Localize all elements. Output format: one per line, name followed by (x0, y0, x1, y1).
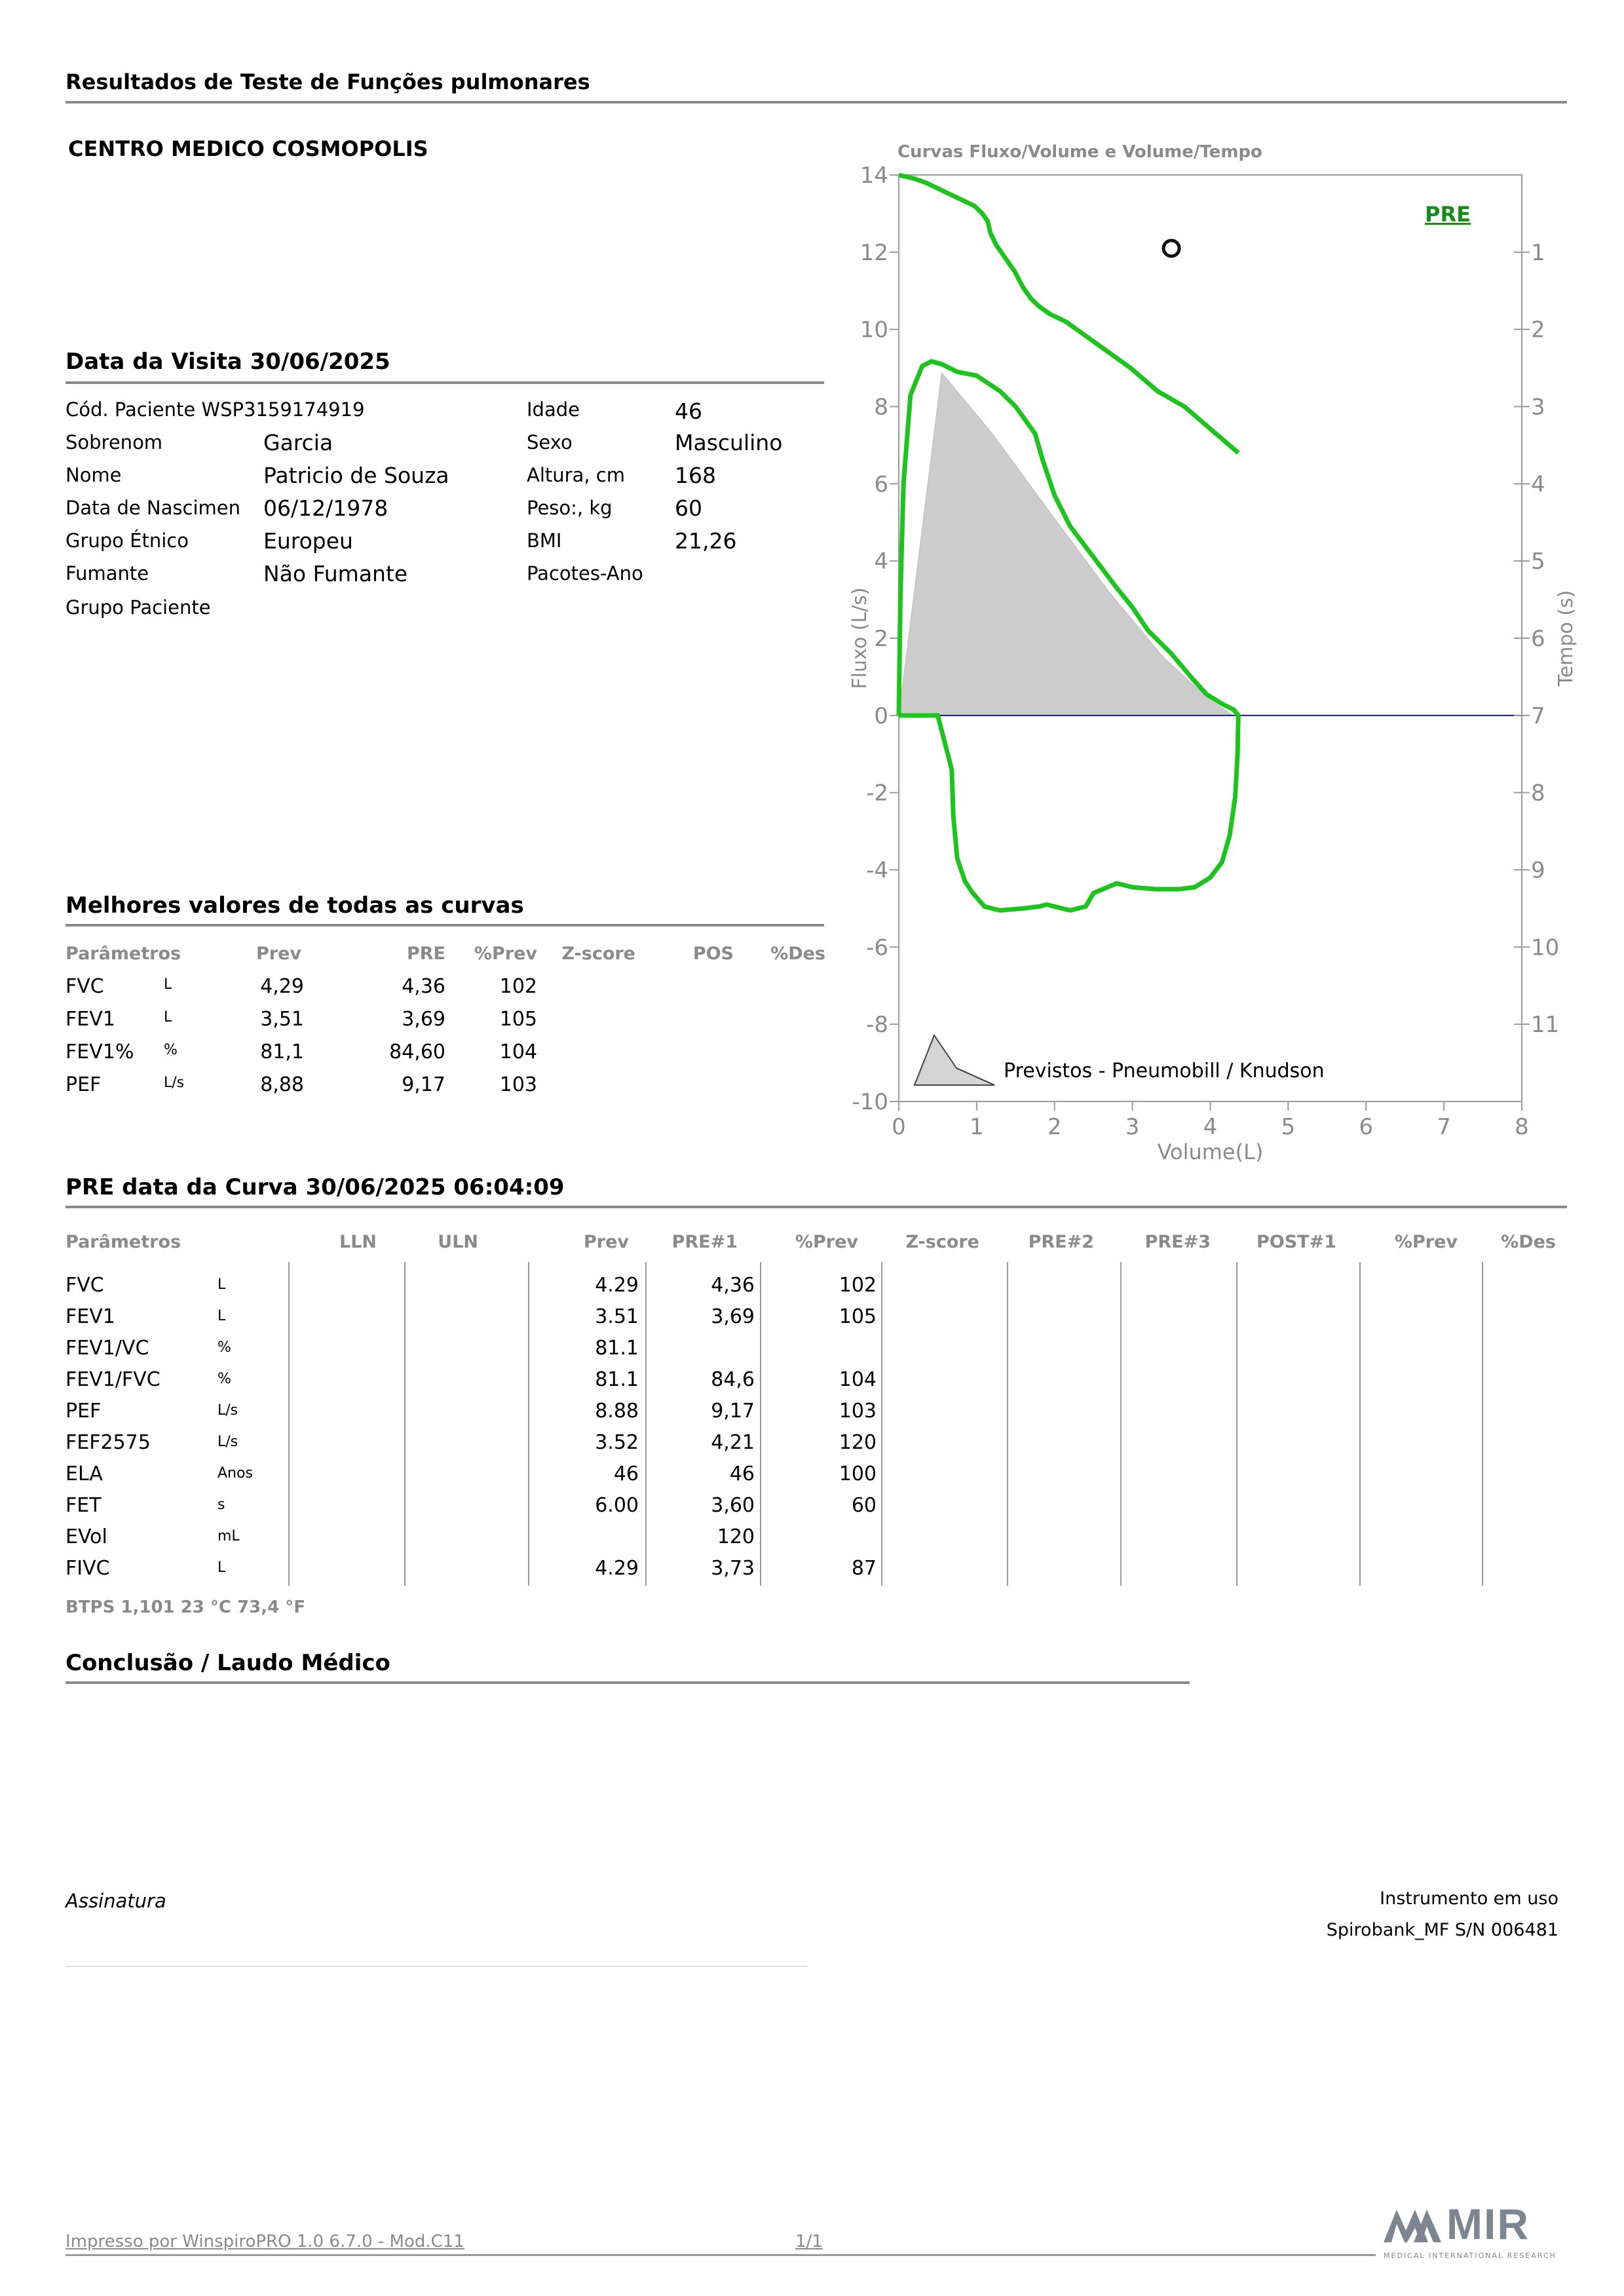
curve-row-unit: s (217, 1497, 225, 1513)
curve-row-unit: % (217, 1339, 231, 1356)
table-column-divider (404, 1262, 406, 1586)
curve-row-unit: L/s (217, 1402, 238, 1419)
y-tick-label: 4 (874, 548, 888, 575)
best-row-param: FEV1% (66, 1041, 134, 1063)
y-tick-label: 10 (859, 316, 888, 343)
table-column-divider (288, 1262, 290, 1586)
y2-tick-label: 3 (1531, 394, 1545, 421)
mir-logo-subtext: MEDICAL INTERNATIONAL RESEARCH (1384, 2251, 1557, 2260)
y2-tick-label: 9 (1531, 857, 1545, 884)
curve-row-unit: L/s (217, 1434, 238, 1450)
curve-header-prev: Prev (583, 1232, 629, 1252)
curve-row-prev: 6.00 (595, 1494, 639, 1517)
curve-header-uln: ULN (438, 1232, 478, 1252)
conclusion-heading: Conclusão / Laudo Médico (66, 1650, 390, 1676)
age-value: 46 (675, 398, 702, 424)
best-values-rule (66, 924, 824, 927)
surname-value: Garcia (263, 430, 333, 455)
curve-row-prev: 81.1 (595, 1337, 639, 1360)
curve-row-pre1: 84,6 (711, 1368, 755, 1391)
visit-rule (66, 381, 824, 384)
conclusion-rule (66, 1681, 1190, 1684)
best-row-unit: L (164, 1009, 172, 1025)
curve-row-prev: 3.51 (595, 1305, 639, 1328)
pack-years-label: Pacotes-Ano (527, 562, 643, 584)
curve-row-param: FET (66, 1494, 102, 1517)
y-tick-label: -8 (866, 1012, 888, 1039)
y-axis-label: Fluxo (L/s) (848, 587, 871, 689)
curve-row-pct-prev: 120 (839, 1431, 877, 1454)
patient-group-label: Grupo Paciente (66, 596, 211, 619)
curve-row-pre1: 3,73 (711, 1557, 755, 1580)
instrument-label: Instrumento em uso (1380, 1888, 1558, 1909)
curve-row-param: FIVC (66, 1557, 110, 1580)
curve-row-unit: L (217, 1559, 226, 1576)
curve-row-pre1: 4,36 (711, 1274, 755, 1297)
best-values-heading: Melhores valores de todas as curvas (66, 892, 524, 919)
best-header-pre: PRE (406, 944, 445, 964)
best-row-pct-prev: 105 (499, 1008, 537, 1031)
curve-row-unit: L (217, 1308, 226, 1324)
footer-rule (66, 2254, 1376, 2256)
birthdate-value: 06/12/1978 (263, 495, 388, 521)
weight-label: Peso:, kg (527, 497, 613, 519)
curve-header-pre1: PRE#1 (671, 1232, 738, 1252)
ethnic-group-label: Grupo Étnico (66, 529, 189, 552)
bmi-value: 21,26 (675, 528, 737, 554)
y2-tick-label: 5 (1531, 548, 1545, 575)
birthdate-label: Data de Nascimen (66, 497, 240, 519)
y-tick-label: 6 (874, 471, 888, 498)
y-tick-label: 14 (859, 163, 888, 189)
signature-line (66, 1966, 807, 1967)
x-axis-label: Volume(L) (1157, 1139, 1264, 1164)
y2-tick-label: 1 (1531, 239, 1545, 266)
y-tick-label: -10 (852, 1089, 888, 1115)
curve-row-unit: mL (217, 1528, 240, 1544)
best-row-pct-prev: 102 (499, 975, 537, 998)
best-row-param: FEV1 (66, 1008, 115, 1031)
best-header-pct-prev: %Prev (474, 944, 537, 964)
ethnic-group-value: Europeu (263, 528, 353, 554)
best-header-prev: Prev (255, 944, 301, 964)
visit-heading: Data da Visita 30/06/2025 (66, 349, 390, 375)
height-label: Altura, cm (527, 464, 625, 486)
curve-row-pre1: 3,69 (711, 1305, 755, 1328)
name-value: Patricio de Souza (263, 463, 449, 488)
best-row-pre: 4,36 (402, 975, 445, 998)
curve-row-param: FVC (66, 1274, 104, 1297)
best-header-zscore: Z-score (561, 944, 635, 964)
curve-row-param: ELA (66, 1463, 103, 1485)
y2-tick-label: 4 (1531, 471, 1545, 498)
best-row-unit: % (164, 1042, 178, 1058)
report-title: Resultados de Teste de Funções pulmonares (66, 69, 590, 94)
table-column-divider (881, 1262, 882, 1586)
curve-header-parameters: Parâmetros (66, 1232, 181, 1252)
y2-tick-label: 11 (1531, 1012, 1560, 1039)
surname-label: Sobrenom (66, 431, 163, 453)
table-column-divider (1120, 1262, 1122, 1586)
table-column-divider (1236, 1262, 1237, 1586)
x-tick-label: 2 (1047, 1114, 1062, 1140)
page-number: 1/1 (795, 2232, 823, 2251)
series-label-pre: PRE (1425, 202, 1471, 227)
flow-volume-chart (839, 131, 1585, 1179)
curve-header-post1: POST#1 (1256, 1232, 1336, 1252)
curve-row-pre1: 46 (729, 1463, 755, 1485)
x-tick-label: 5 (1281, 1114, 1296, 1140)
sex-label: Sexo (527, 431, 573, 453)
curve-row-param: EVol (66, 1525, 107, 1548)
smoker-label: Fumante (66, 562, 149, 584)
mir-logo-text: MIR (1446, 2200, 1530, 2248)
curve-header-pre2: PRE#2 (1028, 1232, 1094, 1252)
best-row-prev: 8,88 (260, 1073, 304, 1096)
best-row-pct-prev: 104 (499, 1041, 537, 1063)
height-value: 168 (675, 463, 716, 488)
curve-header-pct-des: %Des (1501, 1232, 1556, 1252)
x-tick-label: 1 (970, 1114, 984, 1140)
y2-tick-label: 7 (1531, 702, 1545, 729)
y2-tick-label: 2 (1531, 316, 1545, 343)
best-row-param: FVC (66, 975, 104, 998)
curve-header-pct-prev-post: %Prev (1394, 1232, 1458, 1252)
weight-value: 60 (675, 495, 702, 521)
curve-row-pct-prev: 60 (851, 1494, 877, 1517)
y-tick-label: 8 (874, 394, 888, 421)
curve-rule (66, 1206, 1567, 1208)
curve-header-lln: LLN (339, 1232, 377, 1252)
best-row-pre: 84,60 (389, 1041, 445, 1063)
btps-text: BTPS 1,101 23 °C 73,4 °F (66, 1598, 306, 1617)
name-label: Nome (66, 464, 122, 486)
y-tick-label: 12 (859, 239, 888, 266)
curve-header-pre3: PRE#3 (1144, 1232, 1211, 1252)
table-column-divider (1359, 1262, 1361, 1586)
x-tick-label: 6 (1359, 1114, 1374, 1140)
chart-title: Curvas Fluxo/Volume e Volume/Tempo (897, 142, 1262, 162)
y2-tick-label: 6 (1531, 626, 1545, 652)
mir-logo (1382, 2199, 1559, 2271)
curve-row-pre1: 9,17 (711, 1400, 755, 1423)
y-tick-label: -2 (866, 780, 888, 807)
curve-row-pct-prev: 103 (839, 1400, 877, 1423)
age-label: Idade (527, 398, 580, 421)
curve-row-pre1: 3,60 (711, 1494, 755, 1517)
curve-header-pct-prev: %Prev (795, 1232, 858, 1252)
curve-row-pre1: 4,21 (711, 1431, 755, 1454)
best-row-param: PEF (66, 1073, 102, 1096)
curve-row-param: FEV1/VC (66, 1337, 149, 1360)
curve-row-pct-prev: 104 (839, 1368, 877, 1391)
x-tick-label: 7 (1437, 1114, 1451, 1140)
header-rule (66, 101, 1567, 104)
curve-row-prev: 4.29 (595, 1557, 639, 1580)
y-tick-label: 2 (874, 626, 888, 652)
best-header-pos: POS (692, 944, 734, 964)
patient-code-label: Cód. Paciente WSP3159174919 (66, 398, 365, 421)
mir-logo-mark (1382, 2204, 1448, 2246)
best-row-unit: L (164, 976, 172, 993)
best-row-prev: 81,1 (260, 1041, 304, 1063)
smoker-value: Não Fumante (263, 561, 408, 586)
signature-label: Assinatura (66, 1890, 166, 1912)
curve-row-pct-prev: 102 (839, 1274, 877, 1297)
x-tick-label: 3 (1125, 1114, 1140, 1140)
printed-by: Impresso por WinspiroPRO 1.0 6.7.0 - Mod.C11 (66, 2232, 464, 2251)
y2-axis-label: Tempo (s) (1555, 590, 1577, 687)
curve-row-prev: 3.52 (595, 1431, 639, 1454)
curve-header-zscore: Z-score (905, 1232, 979, 1252)
best-header-pct-des: %Des (770, 944, 825, 964)
table-column-divider (1007, 1262, 1008, 1586)
y-tick-label: 0 (874, 702, 888, 729)
x-tick-label: 4 (1203, 1114, 1218, 1140)
best-row-unit: L/s (164, 1075, 185, 1091)
best-row-prev: 3,51 (260, 1008, 304, 1031)
best-header-parameters: Parâmetros (66, 944, 181, 964)
y-tick-label: -4 (866, 857, 888, 884)
best-row-pre: 9,17 (402, 1073, 445, 1096)
curve-row-param: PEF (66, 1400, 102, 1423)
y2-tick-label: 8 (1531, 780, 1545, 807)
center-name: CENTRO MEDICO COSMOPOLIS (68, 136, 428, 161)
curve-row-prev: 8.88 (595, 1400, 639, 1423)
x-tick-label: 0 (892, 1114, 906, 1140)
y2-tick-label: 10 (1531, 934, 1560, 961)
curve-row-unit: % (217, 1371, 231, 1387)
curve-row-prev: 81.1 (595, 1368, 639, 1391)
curve-row-param: FEV1 (66, 1305, 115, 1328)
best-row-prev: 4,29 (260, 975, 304, 998)
curve-row-param: FEF2575 (66, 1431, 151, 1454)
legend-text: Previstos - Pneumobill / Knudson (1004, 1060, 1325, 1082)
curve-row-pct-prev: 105 (839, 1305, 877, 1328)
best-row-pre: 3,69 (402, 1008, 445, 1031)
x-tick-label: 8 (1515, 1114, 1529, 1140)
curve-heading: PRE data da Curva 30/06/2025 06:04:09 (66, 1174, 565, 1200)
curve-row-pre1: 120 (717, 1525, 755, 1548)
curve-row-pct-prev: 100 (839, 1463, 877, 1485)
sex-value: Masculino (675, 430, 783, 455)
instrument-value: Spirobank_MF S/N 006481 (1326, 1920, 1558, 1940)
y-tick-label: -6 (866, 934, 888, 961)
bmi-label: BMI (527, 529, 562, 552)
curve-row-prev: 4.29 (595, 1274, 639, 1297)
curve-row-param: FEV1/FVC (66, 1368, 161, 1391)
curve-row-unit: L (217, 1276, 226, 1293)
curve-row-prev: 46 (613, 1463, 639, 1485)
best-row-pct-prev: 103 (499, 1073, 537, 1096)
table-column-divider (1482, 1262, 1483, 1586)
curve-row-unit: Anos (217, 1465, 253, 1482)
curve-row-pct-prev: 87 (851, 1557, 877, 1580)
